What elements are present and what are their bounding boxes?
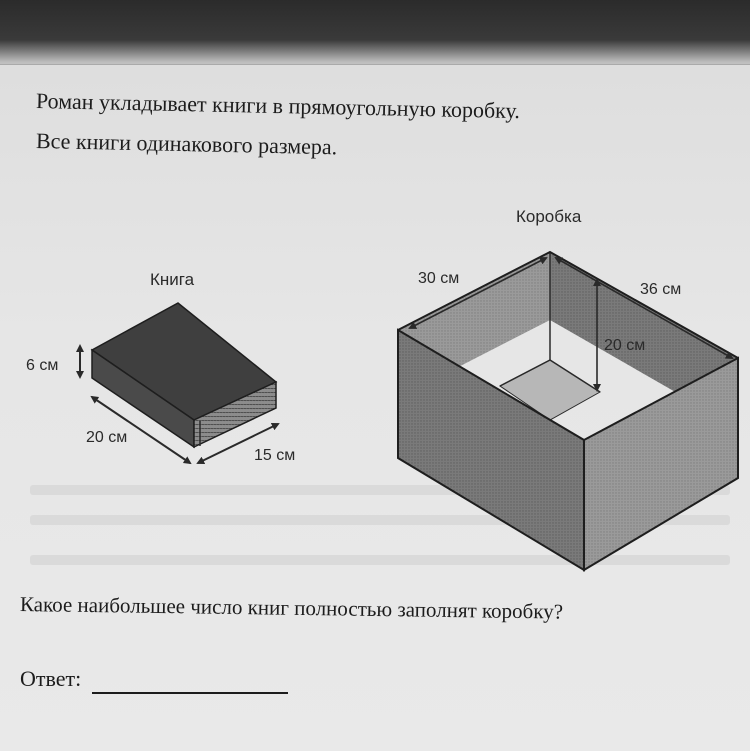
book-figure xyxy=(92,303,276,447)
box-figure xyxy=(398,252,738,570)
answer-label: Ответ: xyxy=(20,666,82,691)
box-height-label: 20 см xyxy=(604,337,646,354)
book-height-label: 6 см xyxy=(26,357,59,374)
box-front-right-face xyxy=(584,358,738,570)
book-length-label: 20 см xyxy=(86,429,128,446)
question-text: Какое наибольшее число книг полностью заполнят коробку? xyxy=(19,592,564,624)
book-width-label: 15 см xyxy=(254,447,296,464)
answer-blank[interactable] xyxy=(92,692,288,694)
problem-text-line-1: Роман укладывает книги в прямоугольную коробку. xyxy=(35,88,521,124)
box-title: Коробка xyxy=(516,207,582,226)
box-length-label: 36 см xyxy=(640,281,682,298)
box-width-label: 30 см xyxy=(418,270,460,287)
problem-text-line-2: Все книги одинакового размера. xyxy=(35,128,338,160)
book-title: Книга xyxy=(150,270,195,289)
